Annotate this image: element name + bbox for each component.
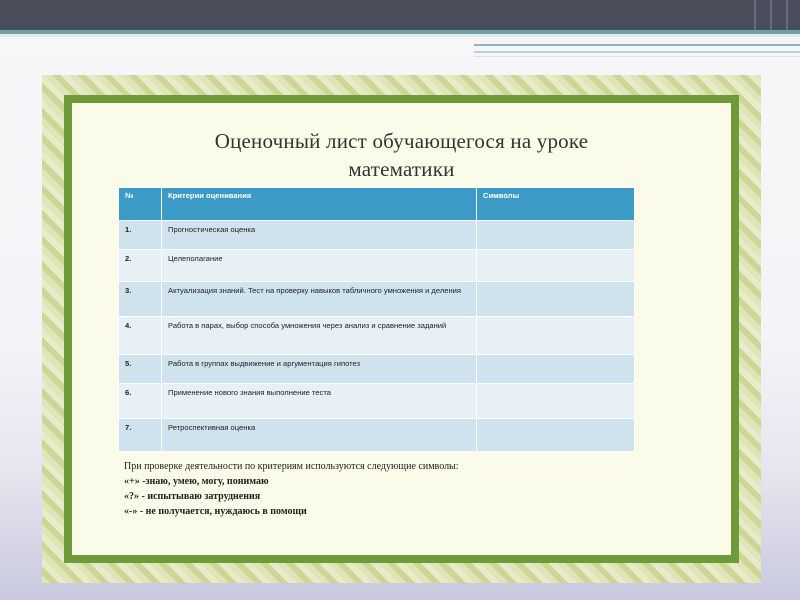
row-number: 6.: [119, 384, 162, 419]
top-bar-decoration: [740, 0, 800, 30]
top-accent-strip-light: [0, 34, 800, 37]
row-criterion: Работа в группах выдвижение и аргументация гипотез: [162, 355, 477, 384]
floral-frame: [42, 75, 761, 583]
table-header-row: [119, 188, 635, 221]
decorative-rule: [474, 44, 800, 46]
header-symbols: Символы: [477, 188, 635, 221]
table-row: [119, 221, 635, 250]
title-line-2: математики: [348, 157, 455, 181]
row-criterion: Прогностическая оценка: [162, 221, 477, 250]
row-symbol-cell[interactable]: [477, 355, 635, 384]
table-row: [119, 355, 635, 384]
row-criterion: Работа в парах, выбор способа умножения через анализ и сравнение заданий: [162, 317, 477, 355]
page-title: [72, 127, 731, 183]
table-row: [119, 282, 635, 317]
row-number: 7.: [119, 419, 162, 452]
row-symbol-cell[interactable]: [477, 419, 635, 452]
table-row: [119, 419, 635, 452]
row-criterion: Применение нового знания выполнение теста: [162, 384, 477, 419]
assessment-table: [118, 187, 635, 452]
title-line-1: Оценочный лист обучающегося на уроке: [214, 129, 589, 153]
table-row: [119, 384, 635, 419]
legend-line-help: «-» - не получается, нуждаюсь в помощи: [124, 506, 307, 517]
worksheet-content: [72, 103, 731, 555]
row-number: 3.: [119, 282, 162, 317]
header-number: №: [119, 188, 162, 221]
row-symbol-cell[interactable]: [477, 221, 635, 250]
slide-top-bar: [0, 0, 800, 30]
decorative-rule: [474, 51, 800, 53]
table-row: [119, 317, 635, 355]
legend-line-know: «+» -знаю, умею, могу, понимаю: [124, 476, 269, 487]
row-number: 1.: [119, 221, 162, 250]
row-criterion: Ретроспективная оценка: [162, 419, 477, 452]
symbols-legend: [124, 459, 684, 519]
decorative-rule: [474, 56, 800, 57]
legend-line-difficulty: «?» - испытываю затруднения: [124, 491, 261, 502]
header-criteria: Критерии оценивания: [162, 188, 477, 221]
row-criterion: Актуализация знаний. Тест на проверку навыков табличного умножения и деления: [162, 282, 477, 317]
row-criterion: Целеполагание: [162, 250, 477, 282]
row-number: 2.: [119, 250, 162, 282]
row-symbol-cell[interactable]: [477, 384, 635, 419]
row-symbol-cell[interactable]: [477, 250, 635, 282]
row-number: 5.: [119, 355, 162, 384]
legend-intro: При проверке деятельности по критериям используются следующие символы:: [124, 461, 459, 472]
row-number: 4.: [119, 317, 162, 355]
row-symbol-cell[interactable]: [477, 282, 635, 317]
row-symbol-cell[interactable]: [477, 317, 635, 355]
table-row: [119, 250, 635, 282]
